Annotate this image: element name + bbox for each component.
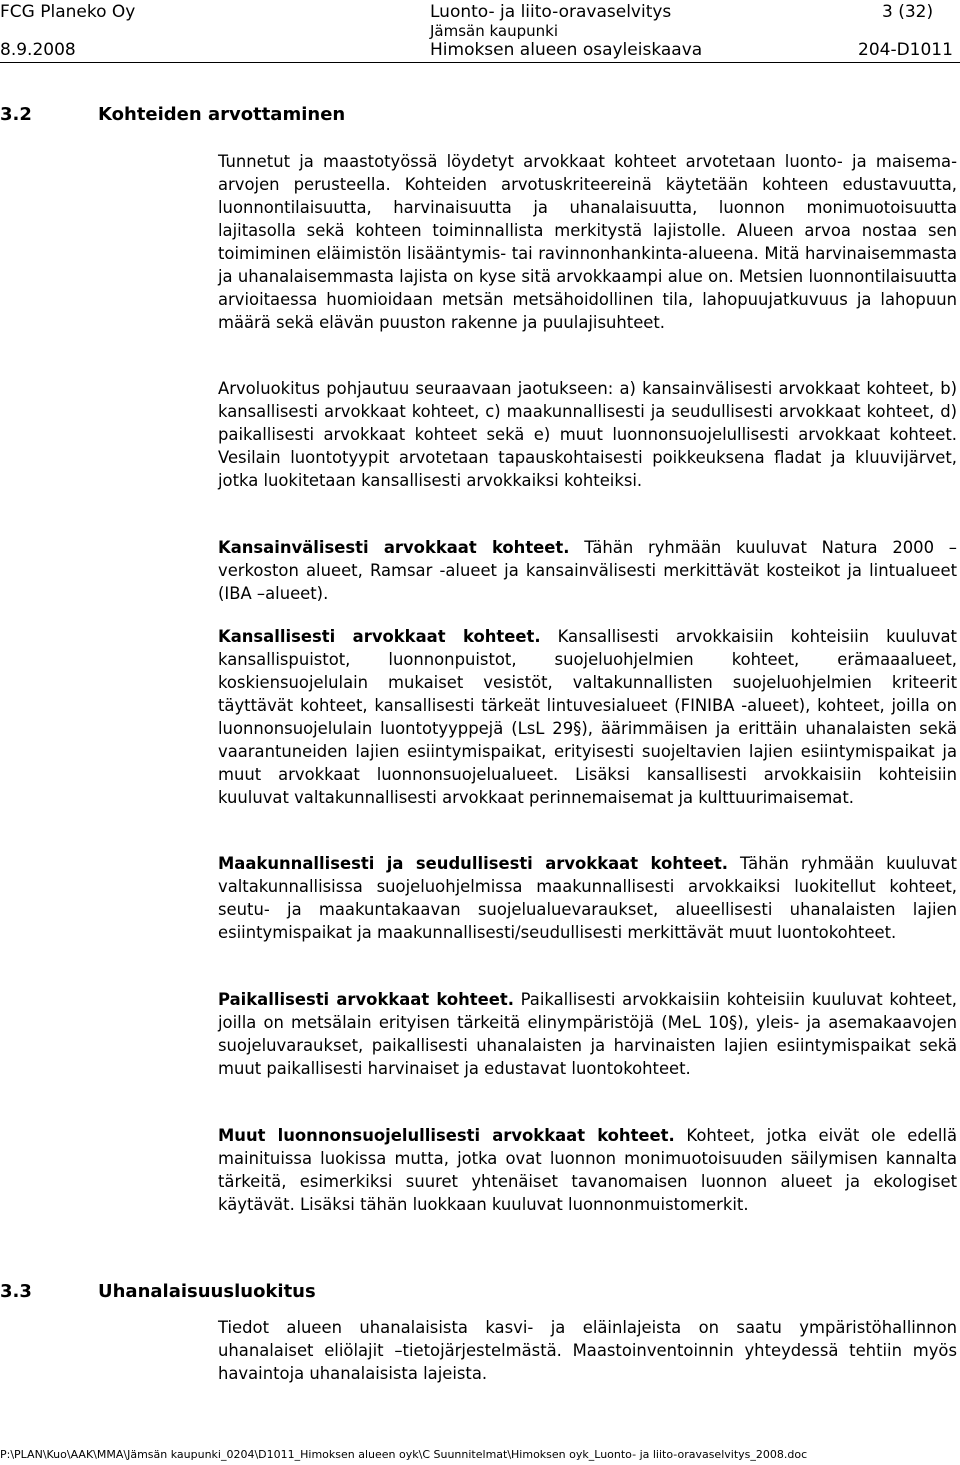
paragraph-threatened-species: Tiedot alueen uhanalaisista kasvi- ja eläinlajeista on saatu ympäristöhallinnon uhanalaiset eliölajit –tietojärjestelmästä. Maastoinventoinnin yhteydessä tehtiin myös havaintoja uhanalaisista lajeista. bbox=[218, 1318, 957, 1383]
section-number: 3.3 bbox=[0, 1281, 32, 1302]
category-text-national: Kansallisesti arvokkaisiin kohteisiin kuuluvat kansallispuistot, luonnonpuistot, suojeluohjelmien kohteet, erämaaalueet, koskiensuojelulain mukaiset vesistöt, valtakunnallisten suojeluohjelmien kriteerit täyttävät kohteet, kansallisesti tärkeät lintuvesialueet (FINIBA -alueet), kohteet, joilla on luonnonsuojelulain luontotyyppejä (LsL 29§), äärimmäisen ja erittäin uhanalaisten sekä vaarantuneiden lajien esiintymispaikat, erityisesti suojeltavien lajien esiintymispaikat ja muut arvokkaat luonnonsuojelualueet. Lisäksi kansallisesti arvokkaisiin kohteisiin kuuluvat valtakunnallisesti arvokkaat perinnemaisemat ja kulttuurimaisemat. bbox=[218, 627, 957, 807]
header-divider bbox=[0, 62, 960, 63]
paragraph-international bbox=[218, 536, 957, 605]
paragraph-national bbox=[218, 625, 957, 809]
plan-name: Himoksen alueen osayleiskaava bbox=[430, 40, 703, 60]
section-title: Kohteiden arvottaminen bbox=[98, 104, 346, 125]
report-title: Luonto- ja liito-oravaselvitys bbox=[430, 2, 672, 22]
category-heading-local: Paikallisesti arvokkaat kohteet. bbox=[218, 990, 514, 1009]
category-text-regional: Tähän ryhmään kuuluvat valtakunnallisissa suojeluohjelmissa maakunnallisesti arvokkaiksi luokitellut kohteet, seutu- ja maakuntakaavan suojelualuevaraukset, alueellisesti uhanalaisten lajien esiintymispaikat ja maakunnallisesti/seudullisesti merkittävät muut luontokohteet. bbox=[218, 854, 957, 942]
section-number: 3.2 bbox=[0, 104, 32, 125]
category-heading-regional: Maakunnallisesti ja seudullisesti arvokkaat kohteet. bbox=[218, 854, 729, 873]
section-title: Uhanalaisuusluokitus bbox=[98, 1281, 316, 1302]
category-heading-other: Muut luonnonsuojelullisesti arvokkaat kohteet. bbox=[218, 1126, 675, 1145]
category-text-international: Tähän ryhmään kuuluvat Natura 2000 –verkoston alueet, Ramsar -alueet ja kansainvälisesti merkittävät kosteikot ja lintualueet (IBA –alueet). bbox=[218, 538, 957, 603]
paragraph-classification: Arvoluokitus pohjautuu seuraavaan jaotukseen: a) kansainvälisesti arvokkaat kohteet, b) kansallisesti arvokkaat kohteet, c) maakunnallisesti ja seudullisesti arvokkaat kohteet, d) paikallisesti arvokkaat kohteet sekä e) muut luonnonsuojelullisesti arvokkaat kohteet. Vesilain luontotyypit arvotetaan tapauskohtaisesti poikkeuksena fladat ja kluuvijärvet, jotka luokitetaan kansallisesti arvokkaiksi kohteiksi. bbox=[218, 379, 957, 490]
section-heading-3-3 bbox=[0, 1281, 316, 1303]
category-text-other: Kohteet, jotka eivät ole edellä mainituissa luokissa mutta, jotka ovat luonnon monimuotoisuuden säilymisen kannalta tärkeitä, esimerkiksi suuret yhtenäiset tavanomaisen luonnon alueet ja ekologiset käytävät. Lisäksi tähän luokkaan kuuluvat luonnonmuistomerkit. bbox=[218, 1126, 957, 1214]
report-date: 8.9.2008 bbox=[0, 40, 76, 60]
section-heading-3-2 bbox=[0, 104, 345, 126]
company-name: FCG Planeko Oy bbox=[0, 2, 136, 22]
category-text-local: Paikallisesti arvokkaisiin kohteisiin kuuluvat kohteet, joilla on metsälain erityisen tärkeitä elinympäristöjä (MeL 10§), yleis- ja asemakaavojen suojeluvaraukset, paikallisesti uhanalaisten ja harvinaisten lajien esiintymispaikat sekä muut paikallisesti harvinaiset ja edustavat luontokohteet. bbox=[218, 990, 957, 1078]
project-code: 204-D1011 bbox=[858, 40, 953, 60]
category-heading-national: Kansallisesti arvokkaat kohteet. bbox=[218, 627, 541, 646]
category-heading-international: Kansainvälisesti arvokkaat kohteet. bbox=[218, 538, 570, 557]
paragraph-regional bbox=[218, 852, 957, 944]
municipality: Jämsän kaupunki bbox=[430, 22, 559, 40]
paragraph-local bbox=[218, 988, 957, 1080]
paragraph-criteria: Tunnetut ja maastotyössä löydetyt arvokkaat kohteet arvotetaan luonto- ja maisema-arvojen perusteella. Kohteiden arvotuskriteereinä käytetään kohteen edustavuutta, luonnontilaisuutta, harvinaisuutta ja uhanalaisuutta, luonnon monimuotoisuutta lajitasolla sekä kohteen toiminnallista merkitystä lajistolle. Alueen arvoa nostaa sen toimiminen eläimistön lisääntymis- tai ravinnonhankinta-alueena. Mitä harvinaisemmasta ja uhanalaisemmasta lajista on kyse sitä arvokkaampi alue on. Metsien luonnontilaisuutta arvioitaessa huomioidaan metsän metsähoidollinen tila, lahopuujatkuvuus ja lahopuun määrä sekä elävän puuston rakenne ja puulajisuhteet. bbox=[218, 152, 957, 332]
paragraph-other bbox=[218, 1124, 957, 1216]
footer-file-path: P:\PLAN\Kuo\AAK\MMA\Jämsän kaupunki_0204\D1011_Himoksen alueen oyk\C Suunnitelmat\Himoksen oyk_Luonto- ja liito-oravaselvitys_2008.doc bbox=[0, 1448, 808, 1461]
page-number: 3 (32) bbox=[882, 2, 934, 22]
